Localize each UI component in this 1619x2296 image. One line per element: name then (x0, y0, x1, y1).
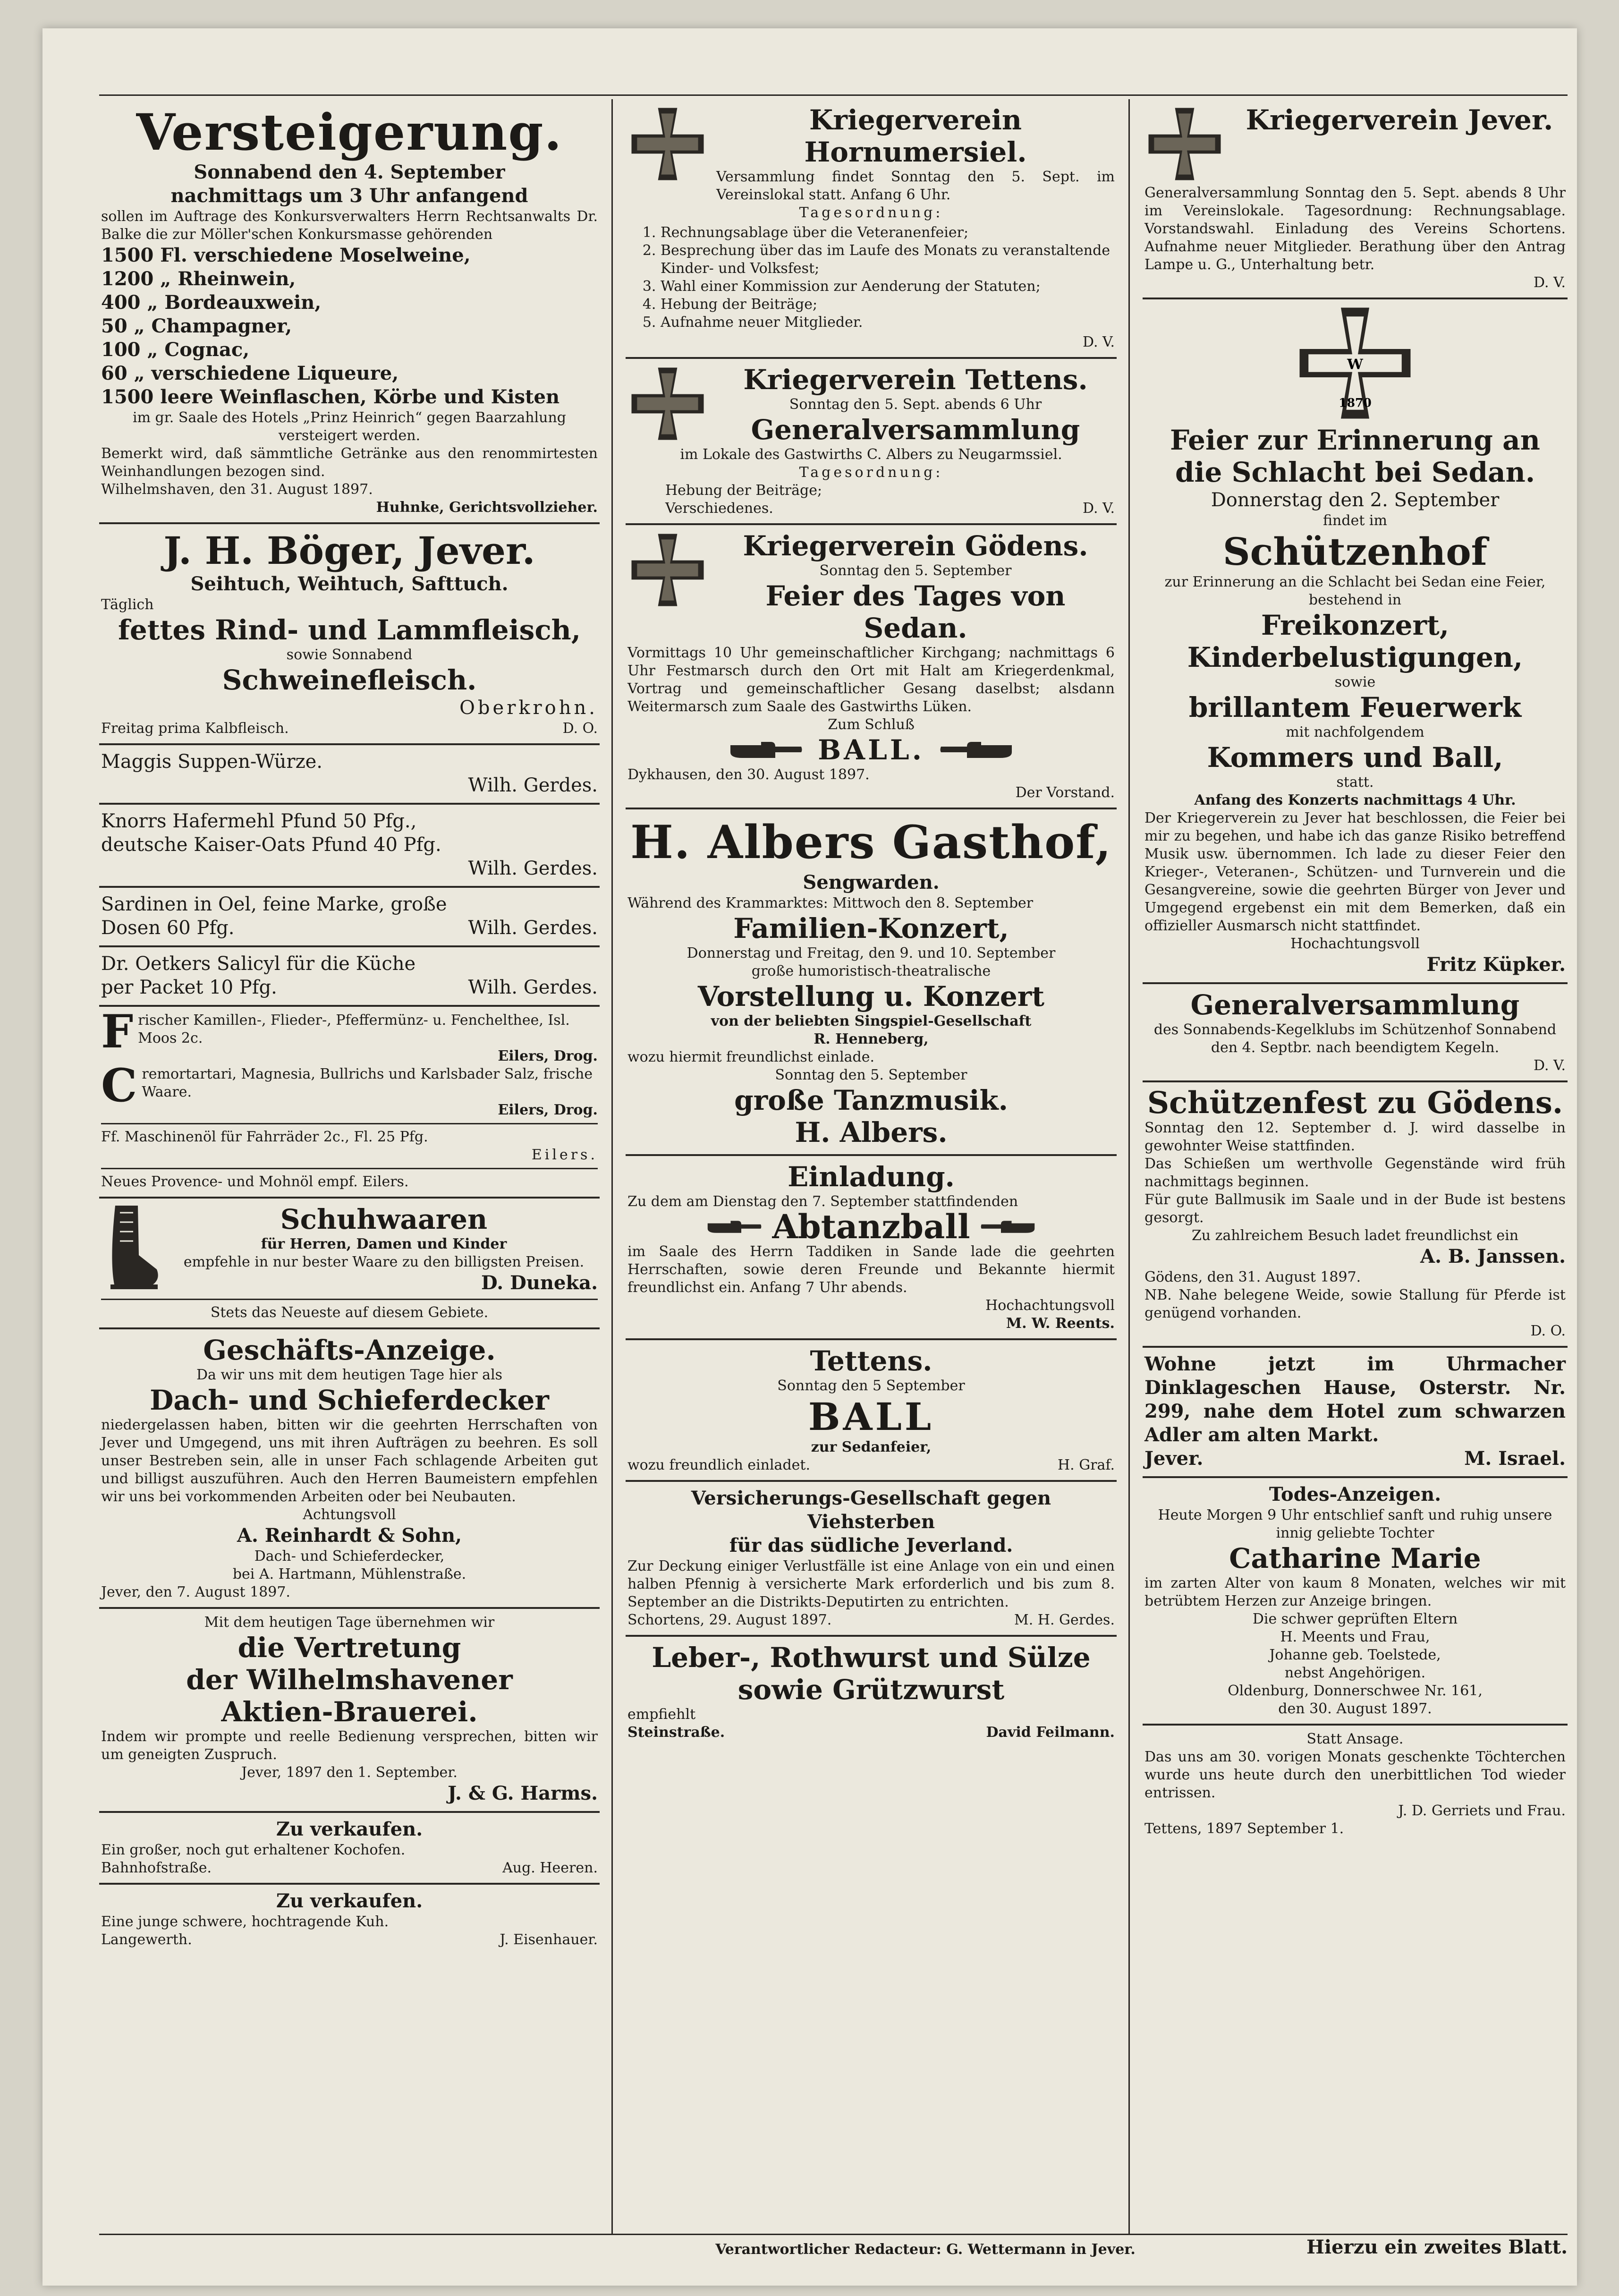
ad-text: Zu dem am Dienstag den 7. September stattfindenden (627, 1193, 1018, 1210)
ad-title: Zu verkaufen. (276, 1818, 423, 1840)
ad-signature: Wilh. Gerdes. (468, 774, 598, 796)
ad-oetker (99, 947, 600, 1007)
auction-item (101, 385, 598, 409)
ad-text: NB. Nahe belegene Weide, sowie Stallung für Pferde ist genügend vorhanden. (1144, 1287, 1566, 1321)
ad-maggi (99, 745, 600, 805)
ad-body: Generalversammlung Sonntag den 5. Sept. abends 8 Uhr im Vereinslokale. Tagesordnung: Rechnungsablage. Vorstandswahl. Einladung des Vereins Schortens. Aufnahme neuer Mitglieder. Berathung über den Antrag Lampe u. G., Unterhaltung betr. (1144, 185, 1566, 273)
ad-signature: Fritz Küpker. (1426, 953, 1566, 976)
ad-headline: Catharine Marie (1229, 1542, 1481, 1574)
ad-headline: sowie Grützwurst (737, 1674, 1005, 1706)
ad-text: bei A. Hartmann, Mühlenstraße. (232, 1566, 466, 1582)
ad-headline: fettes Rind- und Lammfleisch, (118, 614, 581, 646)
ad-signature: Eilers, Drog. (498, 1048, 598, 1064)
ad-signature: David Feilmann. (986, 1724, 1115, 1741)
ad-place: im Lokale des Gastwirths C. Albers zu Neugarmssiel. (680, 446, 1062, 463)
item-qty: 1500 (101, 244, 154, 266)
ad-body: im zarten Alter von kaum 8 Monaten, welches wir mit betrübtem Herzen zur Anzeige bringen. (1144, 1575, 1566, 1609)
ad-title: Statt Ansage. (1306, 1731, 1404, 1747)
item-qty: 1500 (101, 386, 154, 408)
column-middle (626, 99, 1117, 2234)
ad-text: nebst Angehörigen. (1284, 1665, 1426, 1681)
ad-text: empfiehlt (627, 1706, 696, 1723)
ad-text: Dr. Oetkers Salicyl für die Küche (101, 953, 416, 975)
ad-hornumersiel (626, 99, 1117, 359)
ad-text: Die schwer geprüften Eltern (1252, 1611, 1458, 1627)
ad-kegelklub (1143, 984, 1568, 1082)
ad-headline: Familien-Konzert, (733, 912, 1009, 944)
ad-text: Sonntag den 5 September (777, 1378, 965, 1394)
ad-title: Feier zur Erinnerung an (1170, 424, 1540, 456)
drop-initial: F (101, 1012, 134, 1058)
ad-title: Kriegerverein Jever. (1246, 104, 1553, 136)
ad-headline: BALL (808, 1395, 934, 1439)
item-desc: leere Weinflaschen, Körbe und Kisten (160, 386, 560, 408)
ad-headline: BALL. (818, 734, 924, 766)
column-rule (1128, 99, 1130, 2234)
column-right (1143, 99, 1568, 2234)
ad-tettens-krieger (626, 359, 1117, 525)
agenda-title: Tagesordnung: (799, 464, 943, 481)
ad-title: Kriegerverein Tettens. (743, 364, 1088, 396)
ad-dateline: Jever, 1897 den 1. September. (241, 1764, 458, 1781)
newspaper-page (42, 28, 1577, 2286)
cross-letter: W (1347, 356, 1363, 373)
agenda-item: 1. Rechnungsablage über die Veteranenfeier; (661, 224, 1115, 242)
ad-auction (99, 99, 600, 524)
cross-year: 1870 (1339, 396, 1372, 410)
item-desc: „ Rheinwein, (160, 268, 296, 290)
ad-jever-krieger (1143, 99, 1568, 299)
ad-signature: H. Albers. (795, 1116, 948, 1148)
ad-goedens-krieger (626, 525, 1117, 809)
auction-items (101, 244, 598, 409)
ad-signature: Der Vorstand. (1015, 784, 1115, 801)
ad-signature: Wilh. Gerdes. (468, 917, 598, 939)
pointing-hand-icon (980, 1215, 1036, 1239)
ad-text: Freitag prima Kalbfleisch. (101, 720, 289, 737)
ad-boeger (99, 524, 600, 745)
ad-place: Sengwarden. (803, 871, 940, 893)
item-desc: „ Bordeauxwein, (147, 291, 322, 314)
ad-text: Sonntag den 5. September (819, 562, 1012, 579)
agenda-item: 2. Besprechung über das im Laufe des Monats zu veranstaltende Kinder- und Volksfest; (661, 242, 1115, 278)
ad-duneka (99, 1199, 600, 1329)
ad-headline: Schützenhof (1222, 529, 1488, 574)
ad-signature: J. & G. Harms. (448, 1782, 598, 1804)
ad-text: Neues Provence- und Mohnöl empf. Eilers. (101, 1174, 409, 1190)
ad-title: J. H. Böger, Jever. (163, 528, 535, 573)
item-desc: „ Cognac, (147, 339, 250, 361)
boot-icon (101, 1203, 162, 1293)
ad-title: Zu verkaufen. (276, 1890, 423, 1912)
ad-text: Sonntag den 12. September d. J. wird dasselbe in gewohnter Weise stattfinden. (1144, 1120, 1566, 1154)
item-qty: 1200 (101, 268, 154, 290)
ad-text: Ff. Maschinenöl für Fahrräder 2c., Fl. 25 Pfg. (101, 1129, 428, 1145)
ad-title: für das südliche Jeverland. (729, 1534, 1013, 1556)
column-rule (611, 99, 613, 2234)
ad-text: große humoristisch-theatralische (751, 963, 991, 979)
ad-feilmann (626, 1637, 1117, 1747)
ad-text: Knorrs Hafermehl Pfund 50 Pfg., (101, 810, 417, 832)
pointing-hand-icon (728, 738, 804, 762)
ad-body: Der Kriegerverein zu Jever hat beschlossen, die Feier bei mir zu begehen, und habe ich das ganze Risiko betreffend Musik usw. übernommen. Ich lade zu dieser Feier den Krieger-, Veteranen-, Schützen- und Turnverein und die Gesangvereine, sowie die geehrten Bürger von Jever und Umgegend ergebenst ein mit dem Bemerken, daß ein offizieller Ausmarsch nicht stattfindet. (1144, 810, 1566, 934)
ad-headline: der Wilhelmshavener (186, 1664, 513, 1696)
ad-body: Das uns am 30. vorigen Monats geschenkte Töchterchen wurde uns heute durch den unerbittlichen Tod wieder entrissen. (1144, 1749, 1566, 1801)
iron-cross-icon (627, 104, 708, 184)
ad-headline: brillantem Feuerwerk (1188, 691, 1522, 723)
item-qty: 60 (101, 362, 127, 384)
ad-headline: Vorstellung u. Konzert (697, 980, 1045, 1012)
ad-subtitle: Seihtuch, Weihtuch, Safttuch. (190, 573, 509, 595)
ad-signature: Huhnke, Gerichtsvollzieher. (376, 499, 598, 516)
ad-body: Indem wir prompte und reelle Bedienung versprechen, bitten wir um geneigten Zuspruch. (101, 1728, 598, 1763)
ad-headline: Generalversammlung (751, 414, 1080, 446)
ad-date: den 30. August 1897. (1278, 1701, 1432, 1717)
ad-signature: D. V. (1533, 1057, 1566, 1074)
ad-headline: Aktien-Brauerei. (221, 1696, 478, 1728)
ad-place: Oldenburg, Donnerschwee Nr. 161, (1228, 1683, 1483, 1699)
ad-place: Langewerth. (101, 1931, 192, 1948)
ad-dateline: Wilhelmshaven, den 31. August 1897. (101, 481, 373, 498)
agenda-title: Tagesordnung: (799, 204, 943, 221)
auction-item (101, 291, 598, 315)
ad-reinhardt (99, 1329, 600, 1609)
ad-intro: sollen im Auftrage des Konkursverwalters Herrn Rechtsanwalts Dr. Balke die zur Möller'schen Konkursmasse gehörenden (101, 208, 598, 243)
ad-headline: Sedan. (864, 612, 967, 644)
ad-sedan (1143, 299, 1568, 984)
auction-item (101, 362, 598, 385)
ad-gerriets (1143, 1726, 1568, 1844)
item-qty: 100 (101, 339, 141, 361)
pointing-hand-icon (706, 1215, 763, 1239)
agenda-item: Verschiedenes. (665, 500, 773, 517)
ad-headline: Freikonzert, (1261, 609, 1449, 641)
auction-item (101, 267, 598, 291)
ad-headline: Kommers und Ball, (1207, 741, 1503, 774)
ad-text: R. Henneberg, (814, 1031, 929, 1047)
ad-text: wozu freundlich einladet. (627, 1457, 810, 1473)
ad-title: Todes-Anzeigen. (1269, 1483, 1441, 1505)
ad-block (101, 1012, 598, 1065)
ad-signature: Aug. Heeren. (502, 1860, 598, 1876)
ad-signature: Wilh. Gerdes. (468, 977, 598, 998)
ad-text: Achtungsvoll (303, 1506, 396, 1523)
ad-text: wozu hiermit freundlichst einlade. (627, 1049, 875, 1065)
ad-intro: Versammlung findet Sonntag den 5. Sept. im Vereinslokal statt. Anfang 6 Uhr. (716, 169, 1115, 203)
ad-text: Für gute Ballmusik im Saale und in der Bude ist bestens gesorgt. (1144, 1191, 1566, 1226)
item-desc: „ verschiedene Liqueure, (134, 362, 399, 384)
ad-todes (1143, 1478, 1568, 1726)
agenda-item: 3. Wahl einer Kommission zur Aenderung der Statuten; (661, 278, 1115, 296)
ad-sardinen (99, 888, 600, 947)
ad-text: Da wir uns mit dem heutigen Tage hier als (196, 1367, 503, 1383)
ad-insurance (626, 1482, 1117, 1637)
ad-place: Steinstraße. (627, 1724, 725, 1741)
ad-signature: A. Reinhardt & Sohn, (237, 1524, 462, 1547)
ad-signature: J. Eisenhauer. (500, 1931, 598, 1948)
ad-signature: D. Duneka. (481, 1272, 598, 1294)
auction-item (101, 338, 598, 362)
ad-text: Dach- und Schieferdecker, (254, 1548, 445, 1565)
ad-body: Zur Deckung einiger Verlustfälle ist eine Anlage von ein und einen halben Pfennig à versicherte Mark erforderlich und bis zum 8. September an die Distrikts-Deputirten zu entrichten. (627, 1558, 1115, 1610)
ad-text: Hochachtungsvoll (1290, 935, 1420, 952)
bottom-rule (99, 2234, 1568, 2235)
ad-text: Während des Krammarktes: Mittwoch den 8. September (627, 895, 1034, 911)
ad-text: Sonntag den 5. September (775, 1067, 967, 1083)
ad-signature: H. Graf. (1058, 1457, 1115, 1473)
ad-dateline: Dykhausen, den 30. August 1897. (627, 766, 870, 783)
ad-signature: Eilers. (531, 1147, 598, 1163)
ad-text: Maggis Suppen-Würze. (101, 751, 323, 773)
ad-note: Bemerkt wird, daß sämmtliche Getränke aus den renommirtesten Weinhandlungen bezogen sind. (101, 445, 598, 480)
ad-reents (626, 1156, 1117, 1340)
ad-headline: Leber-, Rothwurst und Sülze (652, 1641, 1091, 1674)
ad-signature: D. V. (1082, 500, 1115, 517)
column-left (99, 99, 600, 2234)
ad-text: Donnerstag und Freitag, den 9. und 10. September (687, 945, 1056, 961)
editor-line: Verantwortlicher Redacteur: G. Wettermann in Jever. (715, 2241, 1136, 2258)
ad-headline: Kinderbelustigungen, (1187, 641, 1523, 673)
ad-title: Kriegerverein Gödens. (743, 530, 1088, 562)
ad-dateline: Tettens, 1897 September 1. (1144, 1820, 1344, 1837)
ad-dateline: Jever, den 7. August 1897. (101, 1584, 290, 1600)
ad-headline: Schweinefleisch. (222, 664, 477, 696)
agenda-item: 4. Hebung der Beiträge; (661, 296, 1115, 314)
agenda-item: Hebung der Beiträge; (665, 482, 822, 499)
ad-body: im Saale des Herrn Taddiken in Sande lade die geehrten Herrschaften, sowie deren Freunde und Bekannte hiermit freundlichst ein. Anfang 7 Uhr abends. (627, 1243, 1115, 1296)
ad-schuetzenfest (1143, 1082, 1568, 1348)
ad-text: Dosen 60 Pfg. (101, 917, 235, 939)
ad-body: niedergelassen haben, bitten wir die geehrten Herrschaften von Jever und Umgegend, uns mit ihren Aufträgen zu beehren. Es soll unser Bestreben sein, alle in unser Fach schlagende Arbeiten gut und billigst auszuführen. Auch den Herren Baumeistern empfehlen wir uns bei vorkommenden Arbeiten oder bei Neubauten. (101, 1417, 598, 1505)
ad-text: sowie Sonnabend (286, 646, 413, 663)
ad-signature: M. Israel. (1464, 1447, 1566, 1470)
ad-title: die Schlacht bei Sedan. (1175, 456, 1535, 488)
ad-title: Einladung. (788, 1161, 955, 1193)
item-desc: „ Champagner, (134, 315, 292, 337)
ad-place: Oberkrohn. (459, 697, 598, 719)
ad-text: Mit dem heutigen Tage übernehmen wir (204, 1614, 495, 1631)
ad-title: Versteigerung. (136, 102, 563, 162)
ad-title: Geschäfts-Anzeige. (203, 1334, 496, 1366)
ad-text: für Herren, Damen und Kinder (261, 1236, 507, 1252)
ad-text: Sonntag den 5. Sept. abends 6 Uhr (789, 396, 1042, 413)
ad-text: findet im (1323, 512, 1387, 529)
ad-text: deutsche Kaiser-Oats Pfund 40 Pfg. (101, 834, 441, 856)
ad-time: nachmittags um 3 Uhr anfangend (170, 185, 528, 207)
top-rule (99, 94, 1568, 96)
ad-title: Schützenfest zu Gödens. (1147, 1085, 1563, 1121)
ad-title: Schuhwaaren (280, 1203, 488, 1235)
ad-text: Täglich (101, 596, 154, 613)
ad-dateline: Gödens, den 31. August 1897. (1144, 1269, 1361, 1285)
ad-title: Tettens. (810, 1345, 932, 1377)
ad-block (101, 1065, 598, 1119)
ad-headline: die Vertretung (237, 1632, 461, 1664)
ad-signature: D. O. (1530, 1323, 1566, 1339)
ad-text: mit nachfolgendem (1286, 724, 1424, 740)
next-sheet-note: Hierzu ein zweites Blatt. (1306, 2236, 1568, 2258)
ad-signature: D. V. (1533, 274, 1566, 291)
ad-text: Ein großer, noch gut erhaltener Kochofen. (101, 1842, 406, 1858)
ad-israel (1143, 1348, 1568, 1478)
drop-initial: C (101, 1065, 137, 1112)
pointing-hand-icon (939, 738, 1014, 762)
agenda-list (642, 224, 1115, 332)
ad-headline: Dach- und Schieferdecker (150, 1384, 549, 1416)
ad-title: Versicherungs-Gesellschaft gegen Viehsterben (691, 1487, 1051, 1533)
ad-text: rischer Kamillen-, Flieder-, Pfeffermünz- u. Fenchelthee, Isl. Moos 2c. (138, 1012, 570, 1046)
ad-text: Hochachtungsvoll (985, 1297, 1115, 1314)
iron-cross-icon (1144, 104, 1225, 184)
ad-signature: D. V. (1082, 334, 1115, 350)
ad-signature: J. D. Gerriets und Frau. (1398, 1803, 1566, 1819)
ad-place: Bahnhofstraße. (101, 1860, 212, 1876)
ad-text: Heute Morgen 9 Uhr entschlief sanft und ruhig unsere innig geliebte Tochter (1158, 1507, 1552, 1541)
ad-headline: Abtanzball (772, 1207, 970, 1246)
ad-signature: A. B. Janssen. (1420, 1245, 1566, 1267)
ad-title: H. Albers Gasthof, (630, 816, 1112, 869)
ad-signature: Wilh. Gerdes. (468, 858, 598, 879)
ad-date: Donnerstag den 2. September (1211, 489, 1500, 511)
ad-knorr (99, 805, 600, 888)
ad-text: Das Schießen um werthvolle Gegenstände wird früh nachmittags beginnen. (1144, 1156, 1566, 1190)
auction-item (101, 315, 598, 338)
ad-signature: M. H. Gerdes. (1014, 1612, 1115, 1628)
ad-place: Jever. (1144, 1447, 1204, 1470)
ad-text: von der beliebten Singspiel-Gesellschaft (711, 1013, 1032, 1029)
ad-text: remortartari, Magnesia, Bullrichs und Karlsbader Salz, frische Waare. (142, 1066, 593, 1100)
ad-albers (626, 809, 1117, 1156)
ad-text: zur Erinnerung an die Schlacht bei Sedan eine Feier, bestehend in (1164, 574, 1546, 608)
ad-text: Anfang des Konzerts nachmittags 4 Uhr. (1194, 792, 1516, 808)
item-desc: Fl. verschiedene Moselweine, (160, 244, 471, 266)
ad-date: Sonnabend den 4. September (194, 161, 505, 183)
ad-place: im gr. Saale des Hotels „Prinz Heinrich“ gegen Baarzahlung versteigert werden. (132, 409, 567, 444)
ad-eilers (99, 1007, 600, 1199)
ad-text: per Packet 10 Pfg. (101, 977, 277, 998)
item-qty: 400 (101, 291, 141, 314)
ad-graf (626, 1340, 1117, 1482)
ad-text: Johanne geb. Toelstede, (1269, 1647, 1441, 1663)
iron-cross-icon (627, 530, 708, 610)
ad-signature: M. W. Reents. (1006, 1315, 1115, 1332)
ad-dateline: Schortens, 29. August 1897. (627, 1612, 832, 1628)
ad-text: zur Sedanfeier, (811, 1439, 932, 1455)
ad-eisenhauer (99, 1885, 600, 1955)
ad-text: H. Meents und Frau, (1280, 1629, 1430, 1645)
ad-text: Eine junge schwere, hochtragende Kuh. (101, 1913, 389, 1930)
ad-headline: große Tanzmusik. (734, 1084, 1008, 1116)
ad-headline: Feier des Tages von (765, 580, 1066, 612)
ad-body: Wohne jetzt im Uhrmacher Dinklageschen Hause, Osterstr. Nr. 299, nahe dem Hotel zum schwarzen Adler am alten Markt. (1144, 1353, 1566, 1446)
ad-text: Sardinen in Oel, feine Marke, große (101, 893, 447, 915)
ad-text: empfehle in nur bester Waare zu den billigsten Preisen. (183, 1254, 585, 1270)
ad-signature: D. O. (562, 720, 598, 737)
ad-text: sowie (1334, 674, 1376, 690)
ad-text: Stets das Neueste auf diesem Gebiete. (210, 1304, 489, 1321)
ad-text: Zu zahlreichem Besuch ladet freundlichst ein (1191, 1227, 1519, 1244)
ad-text: Zum Schluß (828, 716, 915, 733)
ad-body: des Sonnabends-Kegelklubs im Schützenhof Sonnabend den 4. Septbr. nach beendigtem Kegeln. (1153, 1021, 1557, 1056)
ad-heeren (99, 1813, 600, 1885)
ad-harms (99, 1609, 600, 1813)
iron-cross-icon (627, 364, 708, 444)
ad-body: Vormittags 10 Uhr gemeinschaftlicher Kirchgang; nachmittags 6 Uhr Festmarsch durch den Ort mit Halt am Kriegerdenkmal, Vortrag und gemeinschaftlicher Gesang daselbst; alsdann Weitermarsch zum Saale des Gastwirths Lüken. (627, 645, 1115, 715)
ad-title: Generalversammlung (1190, 989, 1520, 1021)
ad-signature: Eilers, Drog. (498, 1102, 598, 1118)
iron-cross-icon (1296, 304, 1414, 422)
auction-item (101, 244, 598, 267)
ad-title: Kriegerverein Hornumersiel. (804, 104, 1027, 168)
agenda-item: 5. Aufnahme neuer Mitglieder. (661, 314, 1115, 332)
ad-text: statt. (1336, 774, 1374, 791)
item-qty: 50 (101, 315, 127, 337)
